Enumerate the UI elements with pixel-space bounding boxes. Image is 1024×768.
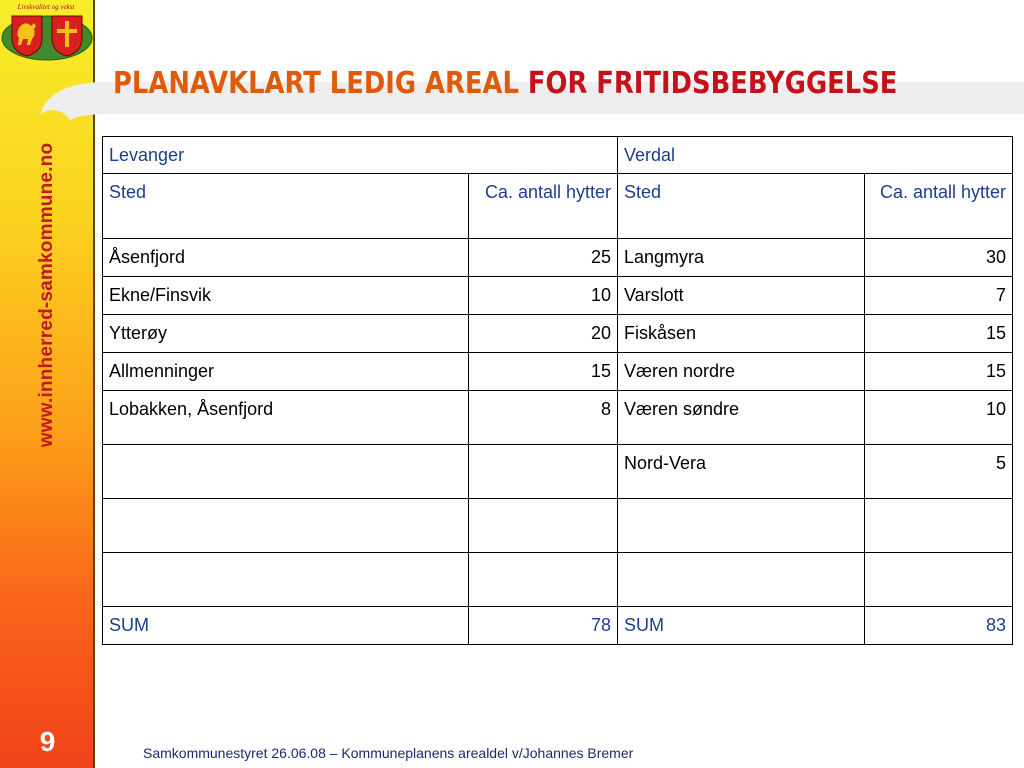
column-header-row (103, 174, 1013, 239)
verdal-count: 15 (865, 315, 1013, 353)
levanger-place: Ekne/Finsvik (103, 277, 469, 315)
levanger-place: Ytterøy (103, 315, 469, 353)
table-row (103, 353, 1013, 391)
table-row (103, 315, 1013, 353)
verdal-place: Langmyra (618, 239, 865, 277)
title-part-2: FOR FRITIDSBEBYGGELSE (527, 66, 898, 101)
table-row (103, 277, 1013, 315)
levanger-sum-value: 78 (469, 607, 618, 645)
table-row (103, 391, 1013, 445)
levanger-place (103, 553, 469, 607)
header-sted-levanger: Sted (103, 174, 469, 239)
group-header-row (103, 137, 1013, 174)
verdal-place: Væren søndre (618, 391, 865, 445)
verdal-count: 7 (865, 277, 1013, 315)
levanger-place (103, 445, 469, 499)
page-number: 9 (39, 726, 56, 757)
group-verdal: Verdal (618, 137, 1013, 174)
header-sted-verdal: Sted (618, 174, 865, 239)
header-antall-verdal: Ca. antall hytter (865, 174, 1013, 239)
logo-motto: Livskvalitet og vekst (17, 3, 75, 11)
website-url[interactable]: www.innherred-samkommune.no (36, 142, 57, 448)
levanger-count: 8 (469, 391, 618, 445)
footer-text: Samkommunestyret 26.06.08 – Kommuneplanens arealdel v/Johannes Bremer (143, 745, 634, 761)
group-levanger: Levanger (103, 137, 618, 174)
table-row (103, 553, 1013, 607)
levanger-sum-label: SUM (103, 607, 469, 645)
title-part-1: PLANAVKLART LEDIG AREAL (113, 66, 519, 101)
verdal-place: Fiskåsen (618, 315, 865, 353)
verdal-sum-label: SUM (618, 607, 865, 645)
levanger-count: 20 (469, 315, 618, 353)
page-title (113, 66, 897, 101)
levanger-place: Åsenfjord (103, 239, 469, 277)
verdal-count: 15 (865, 353, 1013, 391)
levanger-count: 15 (469, 353, 618, 391)
levanger-count (469, 445, 618, 499)
levanger-count (469, 499, 618, 553)
table-row (103, 239, 1013, 277)
verdal-count: 30 (865, 239, 1013, 277)
table-row (103, 445, 1013, 499)
sum-row (103, 607, 1013, 645)
verdal-place (618, 499, 865, 553)
verdal-place: Nord-Vera (618, 445, 865, 499)
table-row (103, 499, 1013, 553)
verdal-count (865, 553, 1013, 607)
levanger-count: 10 (469, 277, 618, 315)
levanger-count (469, 553, 618, 607)
municipality-logo (0, 0, 94, 70)
verdal-count: 5 (865, 445, 1013, 499)
levanger-place (103, 499, 469, 553)
levanger-place: Allmenninger (103, 353, 469, 391)
verdal-count: 10 (865, 391, 1013, 445)
header-antall-levanger: Ca. antall hytter (469, 174, 618, 239)
verdal-place: Varslott (618, 277, 865, 315)
levanger-place: Lobakken, Åsenfjord (103, 391, 469, 445)
levanger-count: 25 (469, 239, 618, 277)
verdal-count (865, 499, 1013, 553)
verdal-place: Væren nordre (618, 353, 865, 391)
cabin-area-table (102, 136, 1013, 645)
verdal-sum-value: 83 (865, 607, 1013, 645)
verdal-place (618, 553, 865, 607)
